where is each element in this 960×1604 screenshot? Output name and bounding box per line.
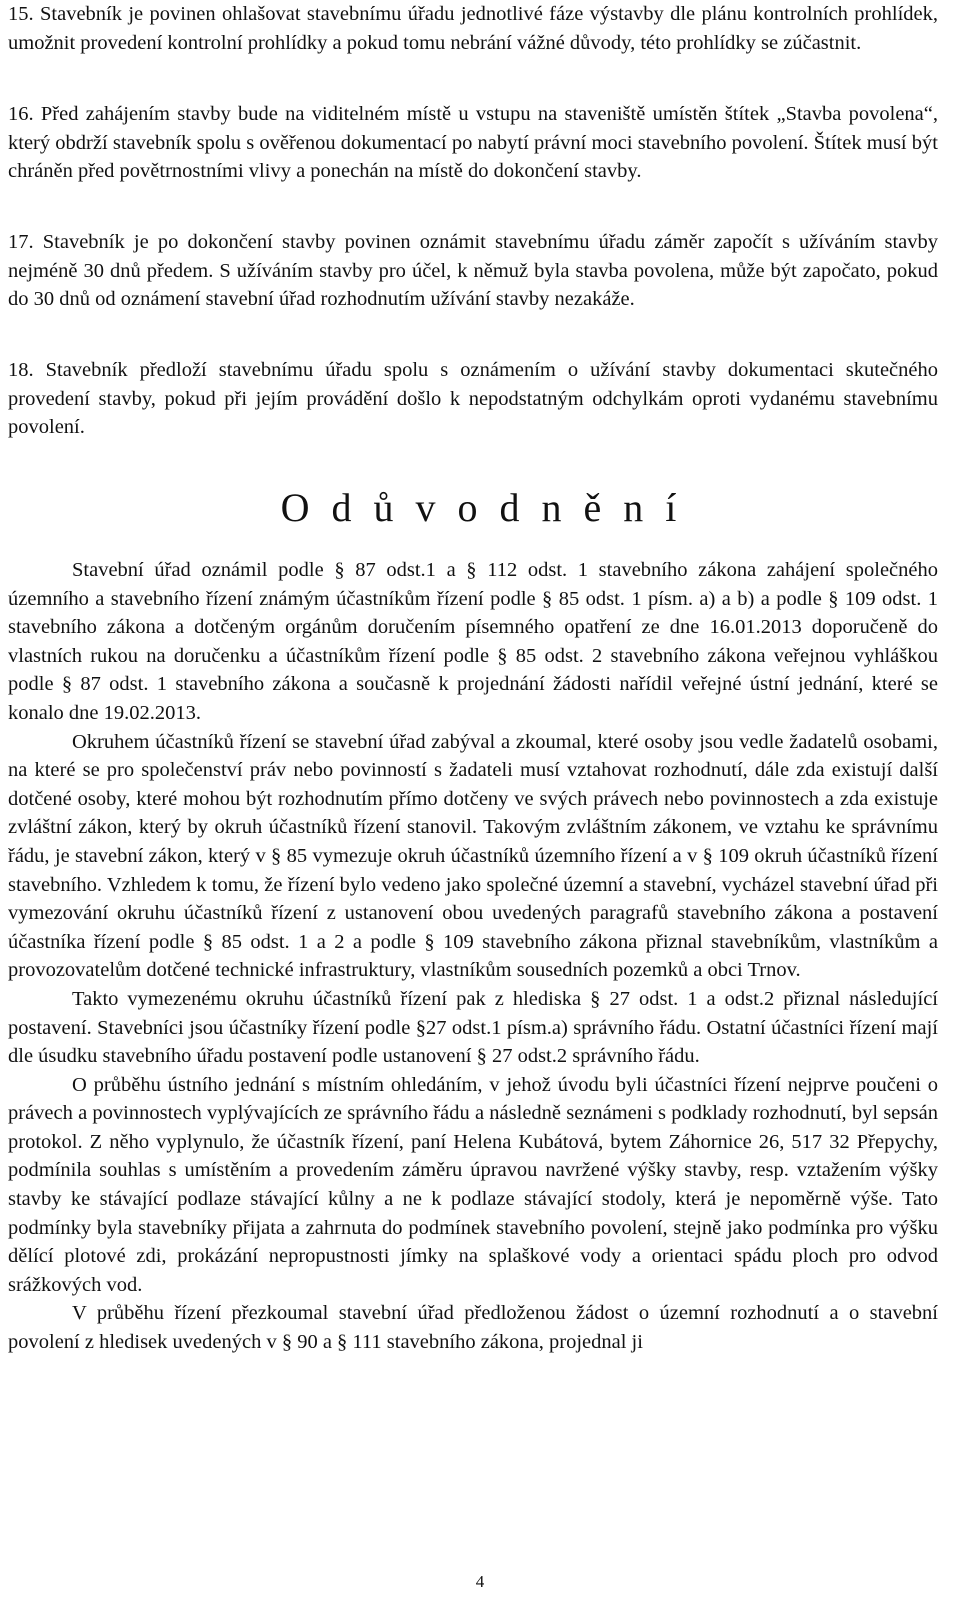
justification-body bbox=[8, 556, 938, 1357]
justification-paragraph: Stavební úřad oznámil podle § 87 odst.1 a § 112 odst. 1 stavebního zákona zahájení společného územního a stavebního řízení známým účastníkům řízení podle § 85 odst. 1 písm. a) a b) a podle § 109 odst. 1 stavebního zákona a dotčeným orgánům doručením písemného opatření ze dne 16.01.2013 doporučeně do vlastních rukou na doručenku a účastníkům řízení podle § 85 odst. 2 stavebního zákona veřejnou vyhláškou podle § 87 odst. 1 stavebního zákona a současně k projednání žádosti nařídil veřejné ústní jednání, které se konalo dne 19.02.2013. bbox=[8, 559, 938, 724]
condition-number: 15. bbox=[8, 3, 34, 25]
section-heading-oduvodneni: O d ů v o d n ě n í bbox=[280, 485, 680, 530]
condition-item-16 bbox=[8, 100, 938, 186]
condition-text: Stavebník předloží stavebnímu úřadu spolu s oznámením o užívání stavby dokumentaci skutečného provedení stavby, pokud při jejím provádění došlo k nepodstatným odchylkám oproti vydanému stavebnímu povolení. bbox=[8, 359, 939, 439]
page-number: 4 bbox=[475, 1572, 485, 1591]
justification-paragraph: Okruhem účastníků řízení se stavební úřad zabýval a zkoumal, které osoby jsou vedle žadatelů osobami, na které se pro společenství práv nebo povinností s žadateli musí vztahovat rozhodnutí, dále zda existují další dotčené osoby, které mohou být rozhodnutím přímo dotčeny ve svých právech nebo povinnostech a zda existuje zvláštní zákon, který by okruh účastníků řízení stanovil. Takovým zvláštním zákonem, ve vztahu ke správnímu řádu, je stavební zákon, který v § 85 vymezuje okruh účastníků územního řízení a v § 109 okruh účastníků řízení stavebního. Vzhledem k tomu, že řízení bylo vedeno jako společné územní a stavební, vycházel stavební úřad při vymezování okruhu účastníků řízení z ustanovení obou uvedených paragrafů stavebního zákona a postavení účastníka řízení podle § 85 odst. 1 a 2 a podle § 109 stavebního zákona přiznal stavebníkům, vlastníkům a provozovatelům dotčené technické infrastruktury, vlastníkům sousedních pozemků a obci Trnov. bbox=[8, 730, 938, 982]
justification-paragraph: Takto vymezenému okruhu účastníků řízení pak z hlediska § 27 odst. 1 a odst.2 přiznal následující postavení. Stavebníci jsou účastníky řízení podle §27 odst.1 písm.a) správního řádu. Ostatní účastníci řízení mají dle úsudku stavebního úřadu postavení podle ustanovení § 27 odst.2 správního řádu. bbox=[8, 987, 938, 1068]
justification-paragraph: O průběhu ústního jednání s místním ohledáním, v jehož úvodu byli účastníci řízení nejprve poučeni o právech a povinnostech vyplývajících ze správního řádu a následně seznámeni s podklady rozhodnutí, byl sepsán protokol. Z něho vyplynulo, že účastník řízení, paní Helena Kubátová, bytem Záhornice 26, 517 32 Přepychy, podmínila souhlas s umístěním a provedením záměru úpravou navržené výšky stavby, resp. vztažením výšky stavby ke stávající podlaze stávající kůlny a ne k podlaze stávající stodoly, která je nepoměrně výše. Tato podmínky byla stavebníky přijata a zahrnuta do podmínek stavebního povolení, stejně jako podmínka pro výšku dělící plotové zdi, prokázání nepropustnosti jímky na splaškové vody a orientaci spádu ploch pro odvod srážkových vod. bbox=[8, 1073, 938, 1296]
condition-item-15 bbox=[8, 0, 938, 57]
condition-text: Stavebník je po dokončení stavby povinen oznámit stavebnímu úřadu záměr započít s užíváním stavby nejméně 30 dnů předem. S užíváním stavby pro účel, k němuž byla stavba povolena, může být započato, pokud do 30 dnů od oznámení stavební úřad rozhodnutím užívání stavby nezakáže. bbox=[8, 231, 938, 311]
condition-item-18 bbox=[8, 356, 938, 442]
condition-number: 16. bbox=[8, 103, 34, 125]
condition-text: Stavebník je povinen ohlašovat stavebnímu úřadu jednotlivé fáze výstavby dle plánu kontrolních prohlídek, umožnit provedení kontrolní prohlídky a pokud tomu nebrání vážné důvody, této prohlídky se zúčastnit. bbox=[8, 3, 938, 54]
condition-text: Před zahájením stavby bude na viditelném místě u vstupu na staveniště umístěn štítek „Stavba povolena“, který obdrží stavebník spolu s ověřenou dokumentací po nabytí právní moci stavebního povolení. Štítek musí být chráněn před povětrnostními vlivy a ponechán na místě do dokončení stavby. bbox=[8, 103, 938, 183]
justification-paragraph: V průběhu řízení přezkoumal stavební úřad předloženou žádost o územní rozhodnutí a o stavební povolení z hledisek uvedených v § 90 a § 111 stavebního zákona, projednal ji bbox=[8, 1302, 938, 1354]
condition-number: 17. bbox=[8, 231, 34, 253]
condition-number: 18. bbox=[8, 359, 34, 381]
condition-item-17 bbox=[8, 228, 938, 314]
